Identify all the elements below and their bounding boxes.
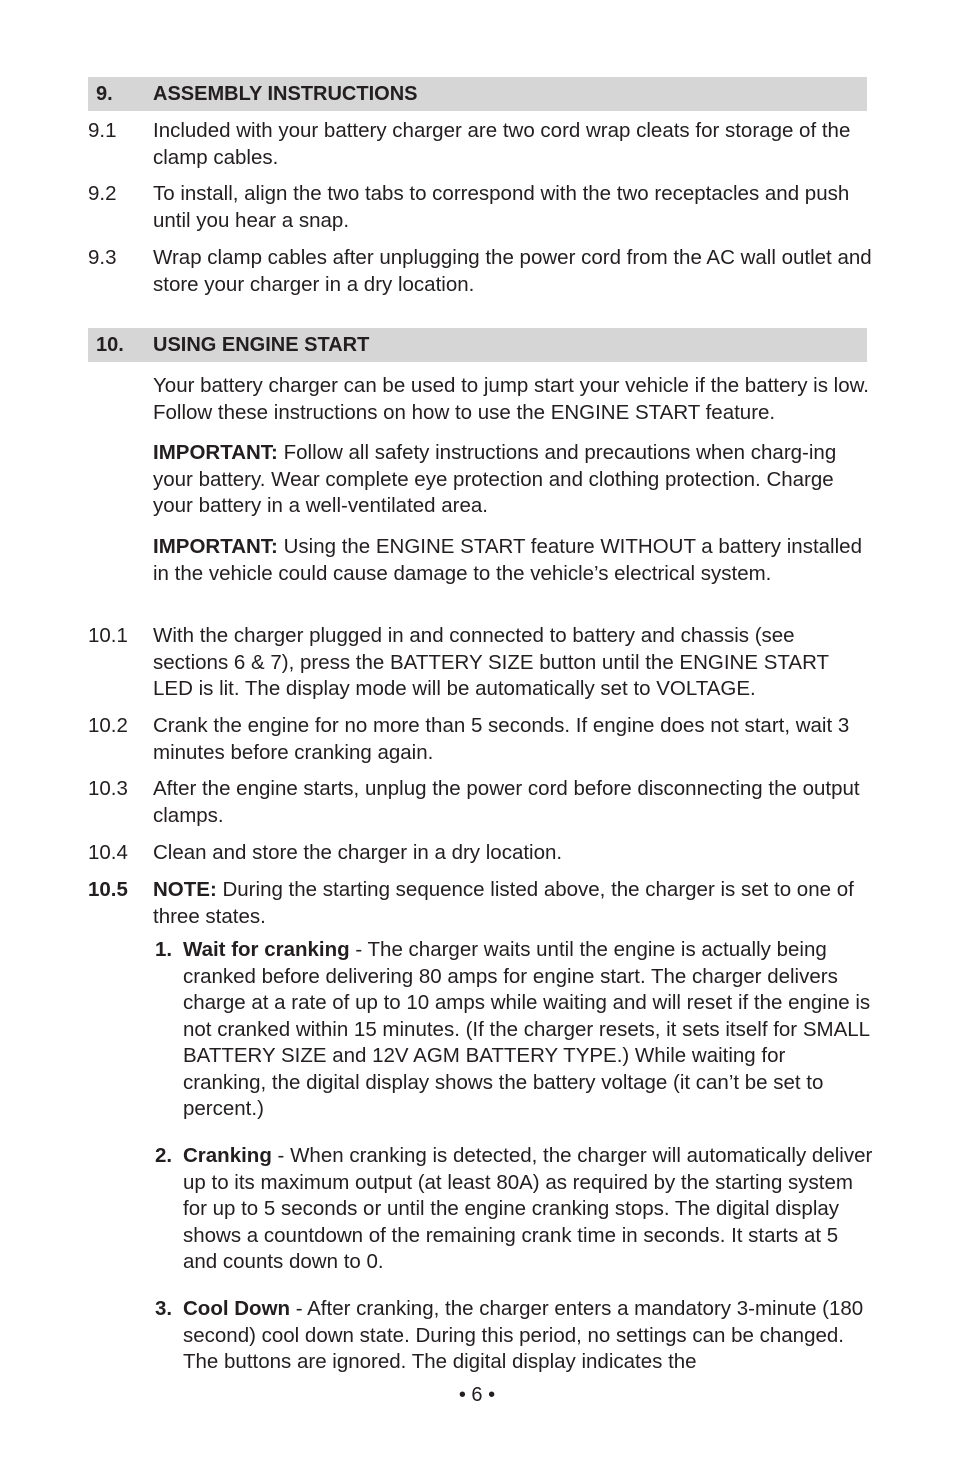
- section-title: USING ENGINE START: [153, 333, 370, 356]
- note-body: During the starting sequence listed above, the charger is set to one of three states.: [153, 878, 854, 928]
- note-text: [153, 877, 873, 930]
- item-number: 10.2: [88, 714, 128, 737]
- state-number: 1.: [155, 938, 173, 961]
- item-number: 10.3: [88, 777, 128, 800]
- state-body: - The charger waits until the engine is actually being cranked before delivering 80 amps for engine start. The charger delivers charge at a rate of up to 10 amps while waiting and will reset if the engine is not cranked within 15 minutes. (If the charger resets, it sets itself for SMALL BATTERY SIZE and 12V AGM BATTERY TYPE.) While waiting for cranking, the digital display shows the battery voltage (it can’t be set to percent.): [183, 938, 871, 1120]
- item-text: With the charger plugged in and connected to battery and chassis (see sections 6 & 7), press the BATTERY SIZE button until the ENGINE START LED is lit. The display mode will be automatically set to VOLTAGE.: [153, 624, 829, 700]
- state-text: [183, 1296, 873, 1376]
- item-text: Included with your battery charger are two cord wrap cleats for storage of the clamp cables.: [153, 119, 851, 169]
- state-label: Cool Down: [183, 1297, 291, 1320]
- state-label: Cranking: [183, 1144, 272, 1167]
- item-number: 9.3: [88, 246, 117, 269]
- note-label: NOTE:: [153, 878, 217, 901]
- state-label: Wait for cranking: [183, 938, 350, 961]
- state-body: - After cranking, the charger enters a mandatory 3-minute (180 second) cool down state. During this period, no settings can be changed. The buttons are ignored. The digital display indicates the: [183, 1297, 864, 1373]
- section-number: 10.: [96, 333, 124, 356]
- important-note-2: [153, 534, 873, 587]
- item-number: 10.1: [88, 624, 128, 647]
- state-number: 3.: [155, 1297, 173, 1320]
- page-number: • 6 •: [458, 1384, 496, 1406]
- section-title: ASSEMBLY INSTRUCTIONS: [153, 82, 418, 105]
- item-text: After the engine starts, unplug the power cord before disconnecting the output clamps.: [153, 777, 860, 827]
- intro-paragraph: Your battery charger can be used to jump start your vehicle if the battery is low. Follow these instructions on how to use the ENGINE START feature.: [153, 374, 869, 424]
- section-number: 9.: [96, 82, 113, 105]
- item-number: 9.2: [88, 182, 117, 205]
- state-text: [183, 1143, 873, 1276]
- important-text: Follow all safety instructions and precautions when charg-ing your battery. Wear complete eye protection and clothing protection. Charge your battery in a well-ventilated area.: [153, 441, 837, 517]
- item-text: Crank the engine for no more than 5 seconds. If engine does not start, wait 3 minutes before cranking again.: [153, 714, 850, 764]
- important-text: Using the ENGINE START feature WITHOUT a battery installed in the vehicle could cause damage to the vehicle’s electrical system.: [153, 535, 862, 585]
- item-number: 10.5: [88, 878, 128, 901]
- important-label: IMPORTANT:: [153, 441, 278, 464]
- item-number: 10.4: [88, 841, 128, 864]
- section-9-header: [88, 77, 867, 111]
- state-number: 2.: [155, 1144, 173, 1167]
- important-label: IMPORTANT:: [153, 535, 278, 558]
- state-text: [183, 937, 873, 1123]
- item-text: Clean and store the charger in a dry location.: [153, 841, 563, 864]
- important-note-1: [153, 440, 873, 520]
- item-text: To install, align the two tabs to correspond with the two receptacles and push until you hear a snap.: [153, 182, 850, 232]
- section-10-header: [88, 328, 867, 362]
- item-number: 9.1: [88, 119, 117, 142]
- state-body: - When cranking is detected, the charger will automatically deliver up to its maximum output (at least 80A) as required by the starting system for up to 5 seconds or until the engine cranking stops. The digital display shows a countdown of the remaining crank time in seconds. It starts at 5 and counts down to 0.: [183, 1144, 873, 1273]
- item-text: Wrap clamp cables after unplugging the power cord from the AC wall outlet and store your charger in a dry location.: [153, 246, 872, 296]
